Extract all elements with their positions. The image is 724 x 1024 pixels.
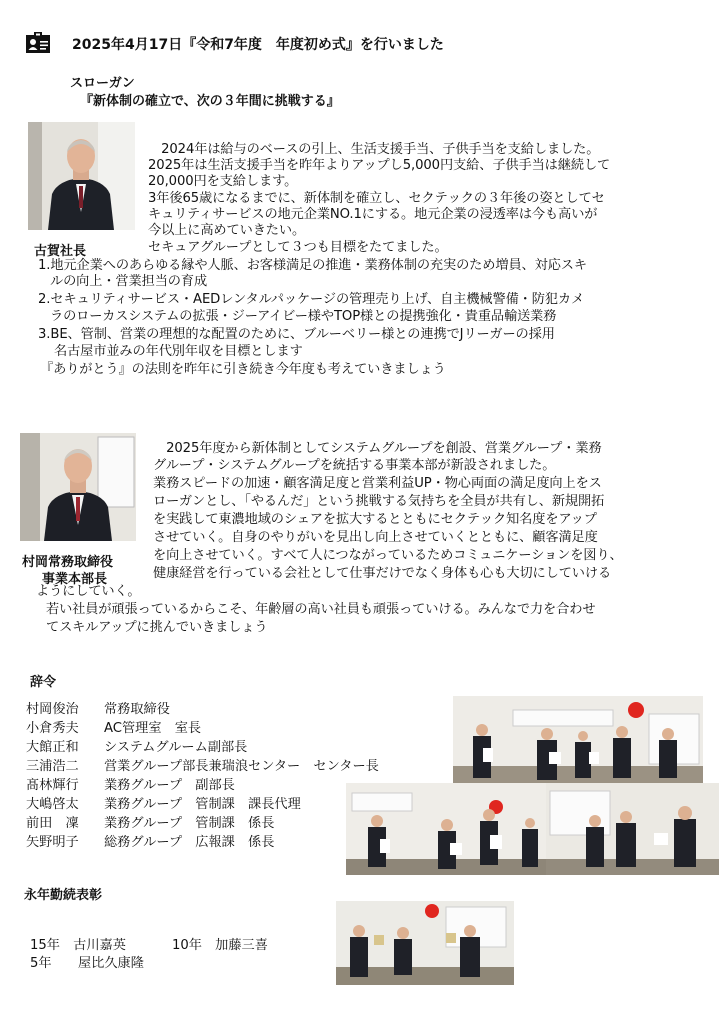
president-line: セキュアグループとして３つも目標をたてました。 (148, 240, 448, 255)
appointment-name: 村岡俊治 (26, 702, 79, 717)
appointment-title: 営業グループ部長兼瑞浪センター センター長 (104, 759, 379, 774)
director-line: を実践して東濃地域のシェアを拡大するとともにセクテック知名度をアップ (153, 512, 597, 527)
appointment-name: 大館正和 (26, 740, 79, 755)
slogan-text: 『新体制の確立で、次の３年間に挑戦する』 (80, 94, 340, 109)
director-line: 若い社員が頑張っているからこそ、年齢層の高い社員も頑張っていける。みんなで力を合わせ (46, 602, 596, 617)
appointment-name: 髙林輝行 (26, 778, 79, 793)
president-line: 今以上に高めていきたい。 (148, 223, 306, 238)
appointment-title: 総務グループ 広報課 係長 (104, 835, 275, 850)
director-caption-title: 村岡常務取締役 (22, 555, 114, 570)
president-line: 2024年は給与のベースの引上、生活支援手当、子供手当を支給しました。 (148, 142, 600, 157)
director-line: 2025年度から新体制としてシステムグループを創設、営業グループ・業務 (153, 441, 602, 456)
director-line: ようにしていく。 (36, 584, 141, 599)
id-card-icon (25, 32, 51, 54)
appointment-name: 前田 凜 (26, 816, 79, 831)
appointment-title: 業務グループ 管制課 係長 (104, 816, 275, 831)
appointments-heading: 辞令 (30, 675, 57, 690)
president-line: 名古屋市並みの年代別年収を目標とします (54, 344, 303, 359)
president-line: 2025年は生活支援手当を昨年よりアップし5,000円支給、子供手当は継続して (148, 158, 611, 173)
director-caption-role: 事業本部長 (42, 572, 108, 587)
appointment-title: AC管理室 室長 (104, 721, 202, 736)
president-line: 『ありがとう』の法則を昨年に引き続き今年度も考えていきましょう (40, 362, 446, 377)
appointment-title: 業務グループ 管制課 課長代理 (104, 797, 301, 812)
director-line: ローガンとし、「やるんだ」という挑戦する気持ちを全員が共有し、新規開拓 (153, 494, 605, 509)
president-line: 3.BE、管制、営業の理想的な配置のために、ブルーベリー様との連携でJリーガーの採用 (38, 327, 555, 342)
president-line: ラのローカスシステムの拡張・ジーアイビー様やTOP様との提携強化・貴重品輸送業務 (50, 309, 557, 324)
service-award-row: 10年 加藤三喜 (172, 938, 268, 953)
ceremony-photo-presentation (546, 783, 719, 875)
director-line: させていく。自身のやりがいを見出し向上させていくとともに、顧客満足度 (153, 530, 598, 545)
director-photo (20, 433, 136, 541)
slogan-label: スローガン (70, 76, 135, 91)
appointment-title: 常務取締役 (104, 702, 170, 717)
appointment-name: 大嶋啓太 (26, 797, 79, 812)
president-line: ルの向上・営業担当の育成 (50, 274, 208, 289)
president-caption: 古賀社長 (34, 244, 87, 259)
appointment-name: 矢野明子 (26, 835, 79, 850)
appointment-title: システムグルーム副部長 (104, 740, 248, 755)
director-line: を向上させていく。すべて人につながっているためコミュニケーションを図り、 (153, 548, 623, 563)
director-line: てスキルアップに挑んでいきましょう (46, 620, 268, 635)
president-line: 2.セキュリティサービス・AEDレンタルパッケージの管理売り上げ、自主機械警備・防犯カメ (38, 292, 585, 307)
page-title: 2025年4月17日『令和7年度 年度初め式』を行いました (72, 37, 444, 53)
president-line: 3年後65歳になるまでに、新体制を確立し、セクテックの３年後の姿としてセ (148, 191, 605, 206)
service-award-row: 15年 古川嘉英 (30, 938, 126, 953)
president-line: 20,000円を支給します。 (148, 174, 298, 189)
director-line: グループ・システムグループを統括する事業本部が新設されました。 (153, 458, 556, 473)
director-line: 健康経営を行っている会社として仕事だけでなく身体も心も大切にしていける (153, 566, 612, 581)
service-award-heading: 永年勤続表彰 (24, 888, 103, 903)
appointment-name: 三浦浩二 (26, 759, 79, 774)
ceremony-photo-group (453, 696, 703, 788)
appointment-name: 小倉秀夫 (26, 721, 79, 736)
president-photo (28, 122, 135, 230)
appointment-title: 業務グループ 副部長 (104, 778, 235, 793)
director-line: 業務スピードの加速・顧客満足度と営業利益UP・物心両面の満足度向上をス (153, 476, 602, 491)
president-line: 1.地元企業へのあらゆる縁や人脈、お客様満足の推進・業務体制の充実のため増員、対応スキ (38, 258, 587, 273)
ceremony-photo-award (346, 783, 546, 875)
president-line: キュリティサービスの地元企業NO.1にする。地元企業の浸透率は今も高いが (148, 207, 598, 222)
service-award-photo (336, 901, 514, 985)
service-award-row: 5年 屋比久康隆 (30, 956, 144, 971)
